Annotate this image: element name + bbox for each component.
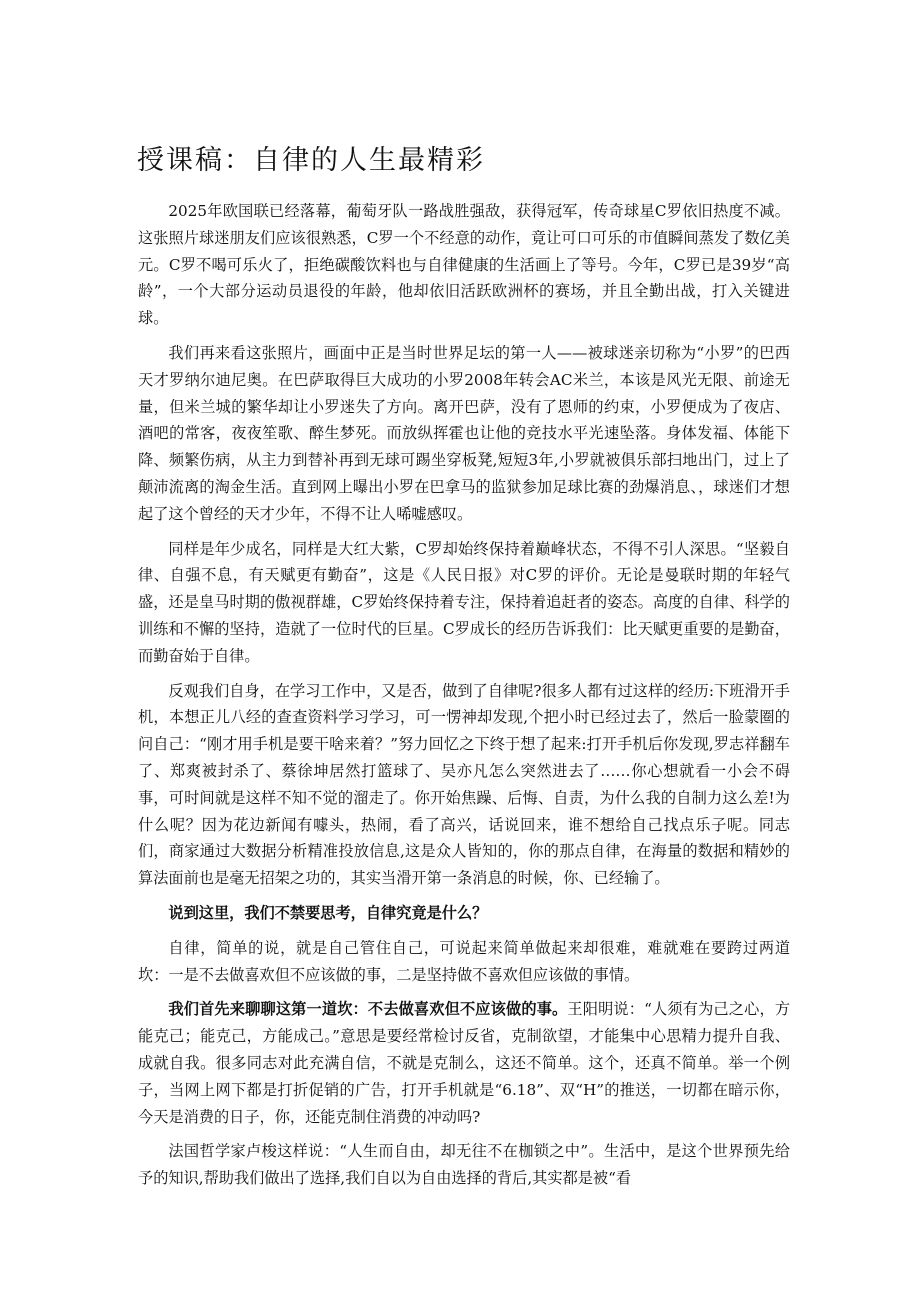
- question-text: 说到这里，我们不禁要思考，自律究竟是什么？: [168, 903, 488, 922]
- question-paragraph: [138, 900, 790, 927]
- paragraph-ronaldinho: 我们再来看这张照片，画面中正是当时世界足坛的第一人——被球迷亲切称为“小罗”的巴西天才罗纳尔迪尼奥。在巴萨取得巨大成功的小罗2008年转会AC米兰，本该是风光无限、前途无量，但米兰城的繁华却让小罗迷失了方向。离开巴萨，没有了恩师的约束，小罗便成为了夜店、酒吧的常客，夜夜笙歌、醉生梦死。而放纵挥霍也让他的竞技水平光速坠落。身体发福、体能下降、频繁伤病，从主力到替补再到无球可踢坐穿板凳,短短3年,小罗就被俱乐部扫地出门，过上了颠沛流离的淘金生活。直到网上曝出小罗在巴拿马的监狱参加足球比赛的劲爆消息、，球迷们才想起了这个曾经的天才少年，不得不让人唏嘘感叹。: [138, 343, 790, 523]
- paragraph-cristiano-ronaldo: 2025年欧国联已经落幕，葡萄牙队一路战胜强敌，获得冠军，传奇球星C罗依旧热度不减。这张照片球迷朋友们应该很熟悉，C罗一个不经意的动作，竟让可口可乐的市值瞬间蒸发了数亿美元。C罗不喝可乐火了，拒绝碳酸饮料也与自律健康的生活画上了等号。今年，C罗已是39岁“高龄”，一个大部分运动员退役的年龄，他却依旧活跃欧洲杯的赛场，并且全勤出战，打入关键进球。: [138, 202, 790, 328]
- point-one-body: 王阳明说：“人须有为己之心，方能克己；能克己，方能成己。”意思是要经常检讨反省，克制欲望，才能集中心思精力提升自我、成就自我。很多同志对此充满自信，不就是克制么，这还不简单。这个，还真不简单。举一个例子，当网上网下都是打折促销的广告，打开手机就是“6.18”、双“H”的推送，一切都在暗示你，今天是消费的日子，你，还能克制住消费的冲动吗?: [138, 1000, 791, 1126]
- point-one-heading: 我们首先来聊聊这第一道坎：不去做喜欢但不应该做的事。: [168, 1000, 568, 1019]
- document-title: 授课稿：自律的人生最精彩: [137, 145, 485, 176]
- point-one-paragraph: [138, 996, 790, 1130]
- closing-paragraph: 法国哲学家卢梭这样说：“人生而自由，却无往不在枷锁之中”。生活中，是这个世界预先给予的知识,帮助我们做出了选择,我们自以为自由选择的背后,其实都是被“看: [138, 1142, 790, 1188]
- document-body: [138, 198, 790, 1200]
- paragraph-self-reflection: 反观我们自身，在学习工作中，又是否，做到了自律呢?很多人都有过这样的经历:下班滑开手机，本想正儿八经的查查资料学习学习，可一愣神却发现,个把小时已经过去了，然后一脸蒙圈的问自己：“刚才用手机是要干啥来着？”努力回忆之下终于想了起来:打开手机后你发现,罗志祥翻车了、郑爽被封杀了、蔡徐坤居然打篮球了、吴亦凡怎么突然进去了……你心想就看一小会不碍事，可时间就是这样不知不觉的溜走了。你开始焦躁、后悔、自责，为什么我的自制力这么差!为什么呢？因为花边新闻有噱头，热闹，看了高兴，话说回来，谁不想给自己找点乐子呢。同志们，商家通过大数据分析精准投放信息,这是众人皆知的，你的那点自律，在海量的数据和精妙的算法面前也是毫无招架之功的，其实当滑开第一条消息的时候，你、已经输了。: [138, 681, 790, 888]
- paragraph-comparison: 同样是年少成名，同样是大红大紫，C罗却始终保持着巅峰状态，不得不引人深思。“坚毅自律、自强不息，有天赋更有勤奋”，这是《人民日报》对C罗的评价。无论是曼联时期的年轻气盛，还是皇马时期的傲视群雄，C罗始终保持着专注，保持着追赶者的姿态。高度的自律、科学的训练和不懈的坚持，造就了一位时代的巨星。C罗成长的经历告诉我们：比天赋更重要的是勤奋，而勤奋始于自律。: [138, 539, 790, 665]
- answer-paragraph: 自律，简单的说，就是自己管住自己，可说起来简单做起来却很难，难就难在要跨过两道坎：一是不去做喜欢但不应该做的事，二是坚持做不喜欢但应该做的事情。: [138, 938, 790, 984]
